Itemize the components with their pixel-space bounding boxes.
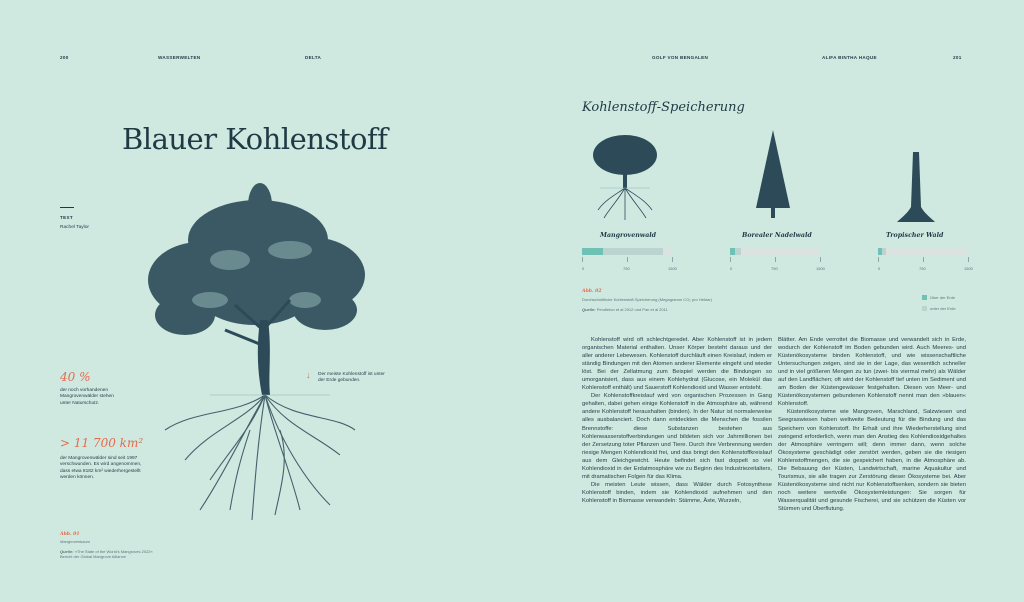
chart-tick-label: 1500: [816, 266, 825, 271]
running-head-region: GOLF VON BENGALEN: [652, 55, 709, 60]
legend-below-label: unter der Erde: [930, 306, 956, 311]
chart-tick-label: 1500: [964, 266, 973, 271]
chart-tick-label: 750: [623, 266, 630, 271]
chart-tick-mark: [672, 257, 673, 262]
chart-tick-label: 0: [730, 266, 733, 271]
page-title: Blauer Kohlenstoff: [122, 122, 388, 156]
chart-bar-below: [603, 248, 663, 255]
paragraph: Kohlenstoff wird oft schlechtgeredet. Aber Kohlenstoff ist in jedem organischen Material enthalten. Unser Körper besteht daraus und der aller anderer Lebewesen. Kohlenstoff durchläuft einen Kreislauf, indem er ständig Bindungen mit den Atomen anderer Elemente eingeht und wieder löst. Bei der Zellatmung zum Beispiel werden die Bindungen so umorganisiert, dass aus einem Kohlehydrat (Glucose, ein Molekül das Kohlenstoff enthält) und Sauerstoff Kohlendioxid und Wasser entsteht.: [582, 337, 772, 392]
chart-tick-mark: [582, 257, 583, 262]
conifer-icon: [752, 128, 794, 222]
chart-category-tropical: Tropischer Wald: [886, 232, 944, 239]
stat-protected-text: der noch vorhandenen Mangrovenwälder stehen unter Naturschutz.: [60, 388, 114, 406]
chart-tick-label: 1500: [668, 266, 677, 271]
page-number-left: 200: [60, 55, 69, 60]
source-text-right: Pendleton et al 2012 und Pan et al 2011: [596, 307, 668, 312]
tree-caption: Der meiste Kohlenstoff ist unter der Erde gebunden.: [318, 372, 385, 384]
chart-tick-mark: [968, 257, 969, 262]
body-column-1: [582, 336, 772, 505]
paragraph: Die meisten Leute wissen, dass Wälder durch Fotosynthese Kohlenstoff binden, indem sie Kohlendioxid aufnehmen und den Kohlenstoff in Biomasse verwandeln: Stämme, Äste, Wurzeln,: [582, 481, 772, 504]
chart-tick-label: 750: [919, 266, 926, 271]
chart-tick-mark: [775, 257, 776, 262]
tropical-tree-icon: [895, 152, 937, 224]
down-arrow-icon: ↓: [306, 370, 311, 380]
chart-title: Kohlenstoff-Speicherung: [582, 100, 745, 115]
legend-swatch-below: [922, 306, 927, 311]
running-head-section: WASSERWELTEN: [158, 55, 201, 60]
credit-name: Rachel Taylor: [60, 225, 89, 230]
running-head-author: ALIFA BINTHA HAQUE: [822, 55, 877, 60]
figure-number-right: Abb. 02: [582, 289, 602, 294]
figure-source-right: [582, 307, 668, 312]
chart-bar-above: [582, 248, 603, 255]
chart-bar-track: [878, 248, 968, 255]
source-label: Quelle:: [60, 549, 74, 554]
chart-bar-track: [730, 248, 820, 255]
source-text: »The State of the World's Mangroves 2022« Bericht der Global Mangrove Alliance: [60, 549, 153, 559]
legend-swatch-above: [922, 295, 927, 300]
running-head-topic: DELTA: [305, 55, 322, 60]
chart-tick-mark: [730, 257, 731, 262]
mangrove-tree-illustration: [140, 180, 370, 525]
chart-category-mangrove: Mangrovenwald: [600, 232, 657, 239]
paragraph: Küstenökosysteme wie Mangroven, Marschland, Salzwiesen und Seegraswiesen haben weltweite Bedeutung für die Bindung und das Speichern von Kohlenstoff. Ihr Erhalt und ihre Wiederherstellung sind zwingend erforderlich, wenn man den Anstieg des Kohlendioxidgehaltes der Atmosphäre verringern will; denn immer dann, wenn solche Ökosysteme geschädigt oder zerstört werden, geben sie die riesigen Kohlenstoffmengen, die sie gespeichert haben, in die Atmosphäre ab. Die Bebauung der Küsten, Landwirtschaft, marine Aquakultur und Tourismus, sie alle tragen zur Zerstörung dieser Ökosysteme bei. Aber Küstenökosysteme sind nicht nur Kohlenstoffsenken, sondern sie bieten noch weitere wertvolle Ökosystemleistungen: Sie sorgen für Wasserqualität und gesunde Fischerei, und sie schützen die Küsten vor Stürmen und Überflutung.: [778, 409, 966, 512]
figure-caption-left: Mangrovenbaum: [60, 539, 91, 544]
chart-tick-label: 0: [878, 266, 881, 271]
chart-bar-below: [735, 248, 741, 255]
chart-tick-mark: [820, 257, 821, 262]
chart-tick-label: 750: [771, 266, 778, 271]
body-column-2: [778, 336, 966, 513]
chart-tick-mark: [627, 257, 628, 262]
figure-source-left: [60, 549, 160, 559]
stat-protected-value: 40 %: [60, 370, 91, 384]
credit-label: TEXT: [60, 215, 73, 220]
figure-caption-right: Durchschnittliche Kohlenstoff-Speicherung (Megagramm CO₂ pro Hektar): [582, 297, 712, 302]
mangrove-icon: [590, 130, 660, 222]
credit-rule: [60, 207, 74, 208]
chart-category-boreal: Borealer Nadelwald: [742, 232, 812, 239]
chart-tick-mark: [923, 257, 924, 262]
chart-tick-label: 0: [582, 266, 585, 271]
legend-below: [922, 306, 956, 311]
stat-lost-text: der Mangrovenwälder sind seit 1997 verschwunden. Es wird angenommen, dass etwa 8182 km² wiederhergestellt werden können.: [60, 456, 142, 481]
paragraph: Blätter. Am Ende verrottet die Biomasse und verwandelt sich in Erde, wodurch der Kohlenstoff im Boden gebunden wird. Auch Meeres- und Küstenökosysteme binden Kohlenstoff, und wie wissenschaftliche Untersuchungen zeigen, sind sie in der Lage, das wesentlich schneller und in viel größeren Mengen zu tun (zwei- bis viermal mehr) als Wälder auf den Landflächen; oft wird der Kohlenstoff tief unten im Sediment und am Boden der Küstengewässer festgehalten. Diesen von Meer- und Küstenökosystemen gebundenen Kohlenstoff nennt man den »blauen« Kohlenstoff.: [778, 337, 966, 408]
legend-above: [922, 295, 955, 300]
legend-above-label: Über der Erde: [930, 295, 956, 300]
figure-number-left: Abb. 01: [60, 532, 80, 537]
page-number-right: 201: [953, 55, 962, 60]
chart-bar-below: [882, 248, 887, 255]
stat-lost-value: > 11 700 km²: [60, 436, 144, 450]
paragraph: Der Kohlenstoffkreislauf wird von organischen Prozessen in Gang gehalten, dabei gehen einige Kohlenstoff in die Atmosphäre ab, während andere Kohlenstoff heraushalten (binden). In der Natur ist normalerweise alles ausbalanciert. Doch dann entdeckten die Menschen die fossilen Brennstoffe: diese Substanzen bestehen aus Kohlenwasserstoffverbindungen und bildeten sich vor Jahrmillionen bei der Zersetzung toter Pflanzen und Tiere. Durch ihre Verbrennung werden riesige Mengen Kohlendioxid frei, und das bringt den Kohlenstoffkreislauf aus dem Gleichgewicht. Heute befindet sich fast doppelt so viel Kohlendioxid in der Erdatmosphäre wie zu Beginn des Industriezeitalters, mit dramatischen Folgen für das Klima.: [582, 393, 772, 480]
chart-tick-mark: [878, 257, 879, 262]
source-label-right: Quelle:: [582, 307, 596, 312]
